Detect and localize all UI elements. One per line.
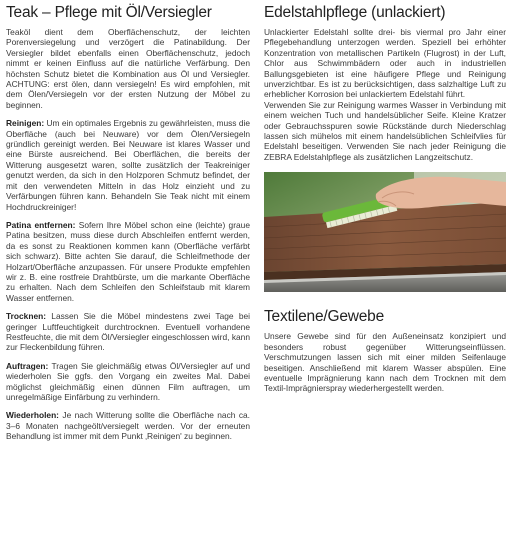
stainless-cleaning-paragraph: Verwenden Sie zur Reinigung warmes Wasser in Verbindung mit einem weichen Tuch und handelsüblicher Seife. Kleine Kratzer oder Gebrauchsspuren sowie Rückstände durch Niederschlag lassen sich mühelos mit einem handelsüblichen Schleifvlies für Edelstahl beseitigen. Verwenden Sie nach jeder Reinigung die ZEBRA Edelstahlpflege als zusätzlichen Langzeitschutz. (264, 99, 506, 162)
cleaning-paragraph (6, 118, 250, 212)
drying-label: Trocknen: (6, 311, 47, 322)
patina-text: Sofern Ihre Möbel schon eine (leichte) graue Patina besitzen, muss diese durch Abschleifen entfernt werden, da es sonst zu Reaktionen kommen kann (Oberfläche verfärbt sich schwarz). Bitte achten Sie darauf, die Schleifmethode der Holzart/Oberfläche anzupassen. Für unsere Produkte empfehlen wir z. B. eine rostfreie Drahtbürste, um die markante Oberfläche zu erhalten. Nach dem Schleifen den Schleifstaub mit klarem Wasser entfernen. (6, 219, 250, 303)
applying-label: Auftragen: (6, 360, 49, 371)
patina-label: Patina entfernen: (6, 219, 76, 230)
cleaning-label: Reinigen: (6, 118, 45, 129)
teak-care-heading: Teak – Pflege mit Öl/Versiegler (6, 4, 212, 21)
applying-text: Tragen Sie gleichmäßig etwas Öl/Versiegler auf und wiederholen Sie ggfs. den Vorgang ein zweites Mal. Dabei möglichst gleichmäßig einen dünnen Film auftragen, um unregelmäßige Einfärbung zu verhindern. (6, 360, 250, 402)
repeat-text: Je nach Witterung sollte die Oberfläche nach ca. 3–6 Monaten nachgeölt/versiegelt werden. Vor der erneuten Behandlung ist immer mit dem Punkt ‚Reinigen' zu beginnen. (6, 410, 251, 442)
teak-intro-paragraph: Teaköl dient dem Oberflächenschutz, der leichten Porenversiegelung und verzögert die Patinabildung. Der Versiegler bildet ebenfalls einen Oberflächenschutz, jedoch nimmt er keinen Einfluss auf die natürliche Verfärbung. Den höchsten Schutz bietet die Kombination aus Öl und Versiegler. ACHTUNG: erst ölen, dann versiegeln! Es wird empfohlen, mit dem Ölen/Versiegeln vor der ersten Nutzung der Möbel zu beginnen. (6, 27, 250, 110)
cleaning-photo (264, 172, 506, 292)
stainless-steel-heading: Edelstahlpflege (unlackiert) (264, 4, 446, 21)
drying-paragraph (6, 311, 250, 353)
repeat-paragraph (6, 410, 250, 441)
textilene-heading: Textilene/Gewebe (264, 308, 385, 326)
teak-care-column (6, 4, 250, 450)
cleaning-text: Um ein optimales Ergebnis zu gewährleisten, muss die Oberfläche (auch bei Neuware) vor dem Ölen/Versiegeln gründlich gereinigt werden. Bei Neuware ist klares Wasser und eine Bürste ausreichend. Bei Oberflächen, die bereits der Witterung ausgesetzt waren, sollte zusätzlich der Teakreiniger genutzt werden, da sich in den Holzporen Schmutz befindet, der mit den verwendeten Mitteln in das Holz einzieht und zu Verfärbungen führen kann. Behandeln Sie Teak nicht mit einem Hochdruckreiniger! (6, 118, 251, 212)
drying-text: Lassen Sie die Möbel mindestens zwei Tage bei geringer Luftfeuchtigkeit durchtrocknen. Eventuell vorhandene Restfeuchte, die mit dem Öl/Versiegler eingeschlossen wird, kann zur Fleckenbildung führen. (6, 311, 250, 353)
applying-paragraph (6, 361, 250, 403)
stainless-intro-paragraph: Unlackierter Edelstahl sollte drei- bis viermal pro Jahr einer Pflegebehandlung unterzogen werden. Speziell bei erhöhter Konzentration von metallischen Partikeln (Flugrost) in der Luft, Chlor aus Schwimmbädern oder auch in industriellen Ballungsgebieten ist eine häufigere Pflege und Reinigung unverzichtbar. Es ist zu berücksichtigen, dass salzhaltige Luft zu erheblicher Korrosion bei unlackiertem Edelstahl führt. (264, 27, 506, 100)
stainless-steel-column (264, 4, 506, 402)
repeat-label: Wiederholen: (6, 410, 59, 421)
patina-paragraph (6, 220, 250, 303)
textilene-paragraph: Unsere Gewebe sind für den Außeneinsatz konzipiert und besonders robust gegenüber Witterungseinflüssen. Verschmutzungen lassen sich mit einer milden Seifenlauge beseitigen. Anschließend mit klarem Wasser abspülen. Eine eventuelle Imprägnierung kann nach dem Trocknen mit dem Textil-Imprägnierspray wiederhergestellt werden. (264, 331, 506, 394)
